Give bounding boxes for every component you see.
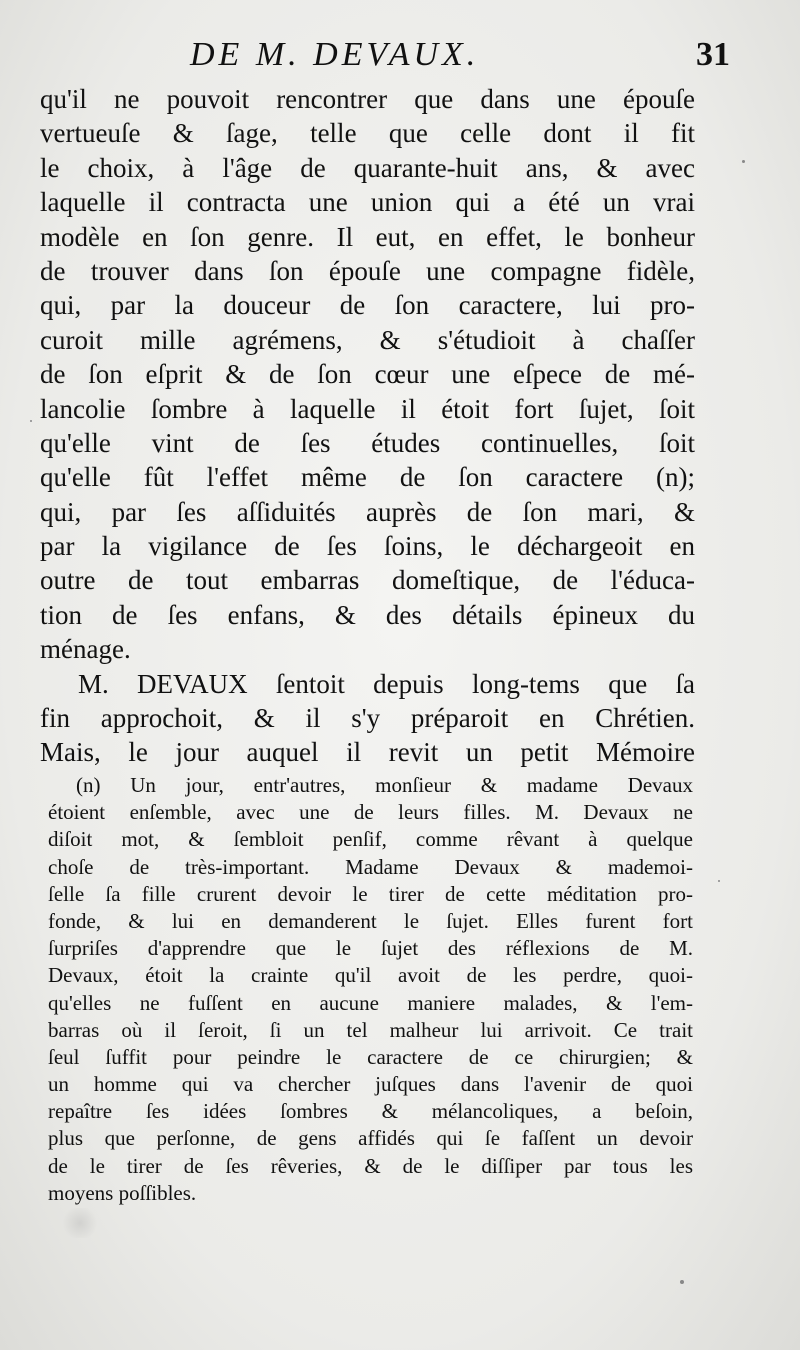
- footnote-line: de le tirer de ſes rêveries, & de le diſſiper par tous les: [48, 1153, 693, 1178]
- footnote-line: ſelle ſa fille crurent devoir le tirer de cette méditation pro-: [48, 881, 693, 906]
- footnote-line: étoient enſemble, avec une de leurs filles. M. Devaux ne: [48, 800, 693, 825]
- text-line: qu'elle fût l'effet même de ſon caractere (n);: [40, 462, 695, 493]
- ink-bleed-mark: [60, 1208, 100, 1238]
- footnote-line: un homme qui va chercher juſques dans l'avenir de quoi: [48, 1072, 693, 1097]
- paper-speck: [742, 160, 745, 163]
- footnote-line: repaître ſes idées ſombres & mélancoliques, a beſoin,: [48, 1099, 693, 1124]
- main-text-block: [40, 82, 695, 770]
- footnote-line: Devaux, étoit la crainte qu'il avoit de les perdre, quoi-: [48, 963, 693, 988]
- footnote-line: qu'elles ne fuſſent en aucune maniere malades, & l'em-: [48, 990, 693, 1015]
- footnote-line: choſe de très-important. Madame Devaux & mademoi-: [48, 854, 693, 879]
- page-number: 31: [696, 36, 730, 73]
- text-line: curoit mille agrémens, & s'étudioit à chaſſer: [40, 324, 695, 355]
- page-header: [190, 36, 730, 86]
- text-line: tion de ſes enfans, & des détails épineux du: [40, 599, 695, 630]
- footnote-block: [48, 772, 693, 1207]
- footnote-line: fonde, & lui en demanderent le ſujet. Elles furent fort: [48, 908, 693, 933]
- paper-speck: [718, 880, 720, 882]
- footnote-line: ſeul ſuffit pour peindre le caractere de ce chirurgien; &: [48, 1044, 693, 1069]
- text-line: fin approchoit, & il s'y préparoit en Chrétien.: [40, 703, 695, 734]
- text-line: modèle en ſon genre. Il eut, en effet, le bonheur: [40, 221, 695, 252]
- text-line: qu'elle vint de ſes études continuelles, ſoit: [40, 427, 695, 458]
- footnote-line: moyens poſſibles.: [48, 1180, 197, 1205]
- text-line: qui, par la douceur de ſon caractere, lui pro-: [40, 290, 695, 321]
- footnote-line: plus que perſonne, de gens affidés qui ſe faſſent un devoir: [48, 1126, 693, 1151]
- text-line: outre de tout embarras domeſtique, de l'éduca-: [40, 565, 695, 596]
- footnote-line: (n) Un jour, entr'autres, monſieur & madame Devaux: [76, 773, 693, 797]
- footnote-line: ſurpriſes d'apprendre que le ſujet des réflexions de M.: [48, 936, 693, 961]
- text-line: le choix, à l'âge de quarante-huit ans, & avec: [40, 152, 695, 183]
- paper-speck: [30, 420, 32, 422]
- text-line: ménage.: [40, 634, 131, 665]
- text-line: de trouver dans ſon épouſe une compagne fidèle,: [40, 255, 695, 286]
- text-line: lancolie ſombre à laquelle il étoit fort ſujet, ſoit: [40, 393, 695, 424]
- text-line: Mais, le jour auquel il revit un petit Mémoire: [40, 737, 695, 768]
- text-line: qui, par ſes aſſiduités auprès de ſon mari, &: [40, 496, 695, 527]
- running-head: DE M. DEVAUX.: [190, 36, 480, 73]
- paper-speck: [680, 1280, 684, 1284]
- text-line: laquelle il contracta une union qui a été un vrai: [40, 187, 695, 218]
- footnote-line: diſoit mot, & ſembloit penſif, comme rêvant à quelque: [48, 827, 693, 852]
- text-line: qu'il ne pouvoit rencontrer que dans une épouſe: [40, 84, 695, 114]
- footnote-line: barras où il ſeroit, ſi un tel malheur lui arrivoit. Ce trait: [48, 1017, 693, 1042]
- text-line: par la vigilance de ſes ſoins, le déchargeoit en: [40, 531, 695, 562]
- text-line: de ſon eſprit & de ſon cœur une eſpece de mé-: [40, 359, 695, 390]
- text-line: vertueuſe & ſage, telle que celle dont il fit: [40, 118, 695, 149]
- text-line: M. DEVAUX ſentoit depuis long-tems que ſa: [78, 668, 695, 699]
